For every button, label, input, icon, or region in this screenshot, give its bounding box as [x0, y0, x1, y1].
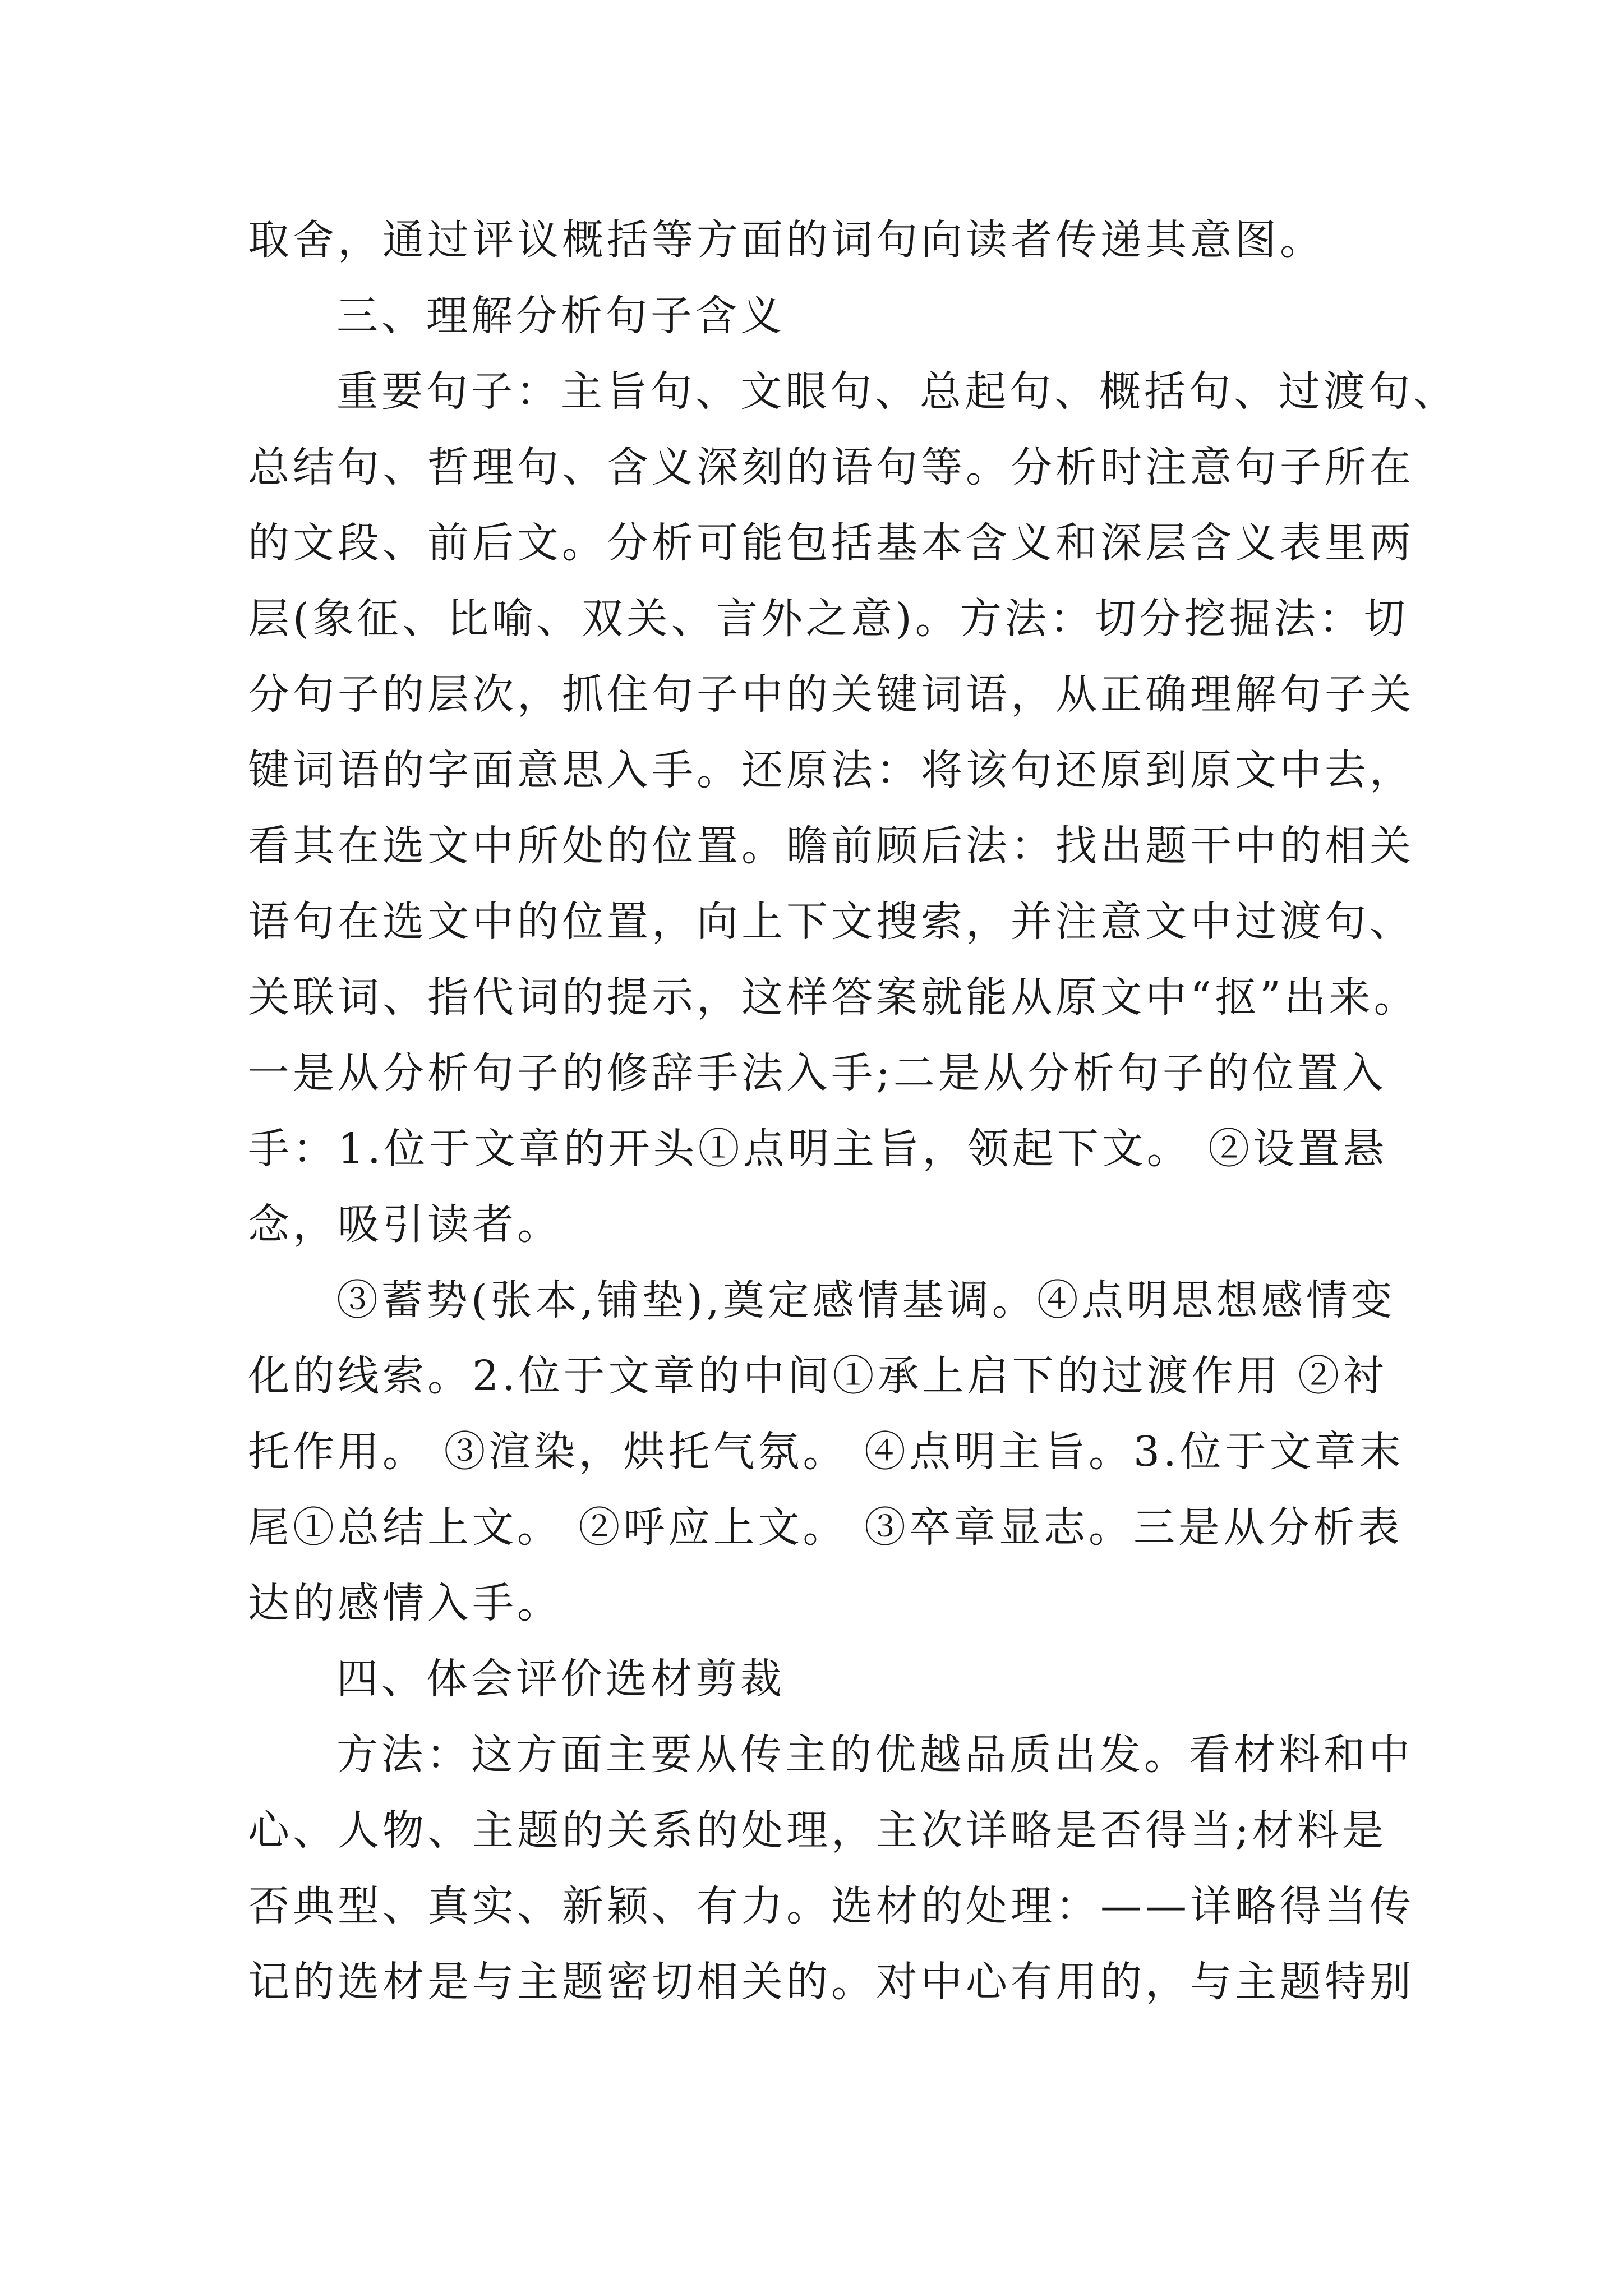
- text-line: 否典型、真实、新颖、有力。选材的处理：——详略得当传: [248, 1882, 1414, 1930]
- text-line: 的文段、前后文。分析可能包括基本含义和深层含义表里两: [248, 519, 1414, 567]
- text-line: 一是从分析句子的修辞手法入手;二是从分析句子的位置入: [248, 1049, 1387, 1097]
- text-line: 化的线索。2.位于文章的中间①承上启下的过渡作用 ②衬: [248, 1352, 1388, 1400]
- text-line: 分句子的层次，抓住句子中的关键词语，从正确理解句子关: [248, 670, 1414, 719]
- text-line: 重要句子：主旨句、文眼句、总起句、概括句、过渡句、: [336, 367, 1458, 416]
- text-line: 方法：这方面主要从传主的优越品质出发。看材料和中: [336, 1731, 1413, 1779]
- text-line: 总结句、哲理句、含义深刻的语句等。分析时注意句子所在: [248, 443, 1414, 491]
- section-heading: 三、理解分析句子含义: [336, 292, 785, 340]
- text-line: ③蓄势(张本,铺垫),奠定感情基调。④点明思想感情变: [336, 1276, 1396, 1324]
- text-line: 尾①总结上文。 ②呼应上文。 ③卒章显志。三是从分析表: [248, 1503, 1403, 1552]
- text-line: 层(象征、比喻、双关、言外之意)。方法：切分挖掘法：切: [248, 595, 1409, 643]
- text-line: 记的选材是与主题密切相关的。对中心有用的，与主题特别: [248, 1958, 1414, 2006]
- text-line: 手：1.位于文章的开头①点明主旨，领起下文。 ②设置悬: [248, 1125, 1388, 1173]
- text-line: 键词语的字面意思入手。还原法：将该句还原到原文中去，: [248, 746, 1414, 794]
- text-line: 心、人物、主题的关系的处理，主次详略是否得当;材料是: [248, 1806, 1387, 1855]
- text-line: 达的感情入手。: [248, 1579, 562, 1627]
- text-line: 关联词、指代词的提示，这样答案就能从原文中“抠”出来。: [248, 973, 1419, 1022]
- text-line: 看其在选文中所处的位置。瞻前顾后法：找出题干中的相关: [248, 822, 1414, 870]
- section-heading: 四、体会评价选材剪裁: [336, 1655, 785, 1703]
- text-line: 语句在选文中的位置，向上下文搜索，并注意文中过渡句、: [248, 898, 1414, 946]
- text-line: 念，吸引读者。: [248, 1200, 562, 1249]
- text-line: 托作用。 ③渲染，烘托气氛。 ④点明主旨。3.位于文章末: [248, 1428, 1404, 1476]
- text-line: 取舍，通过评议概括等方面的词句向读者传递其意图。: [248, 216, 1325, 264]
